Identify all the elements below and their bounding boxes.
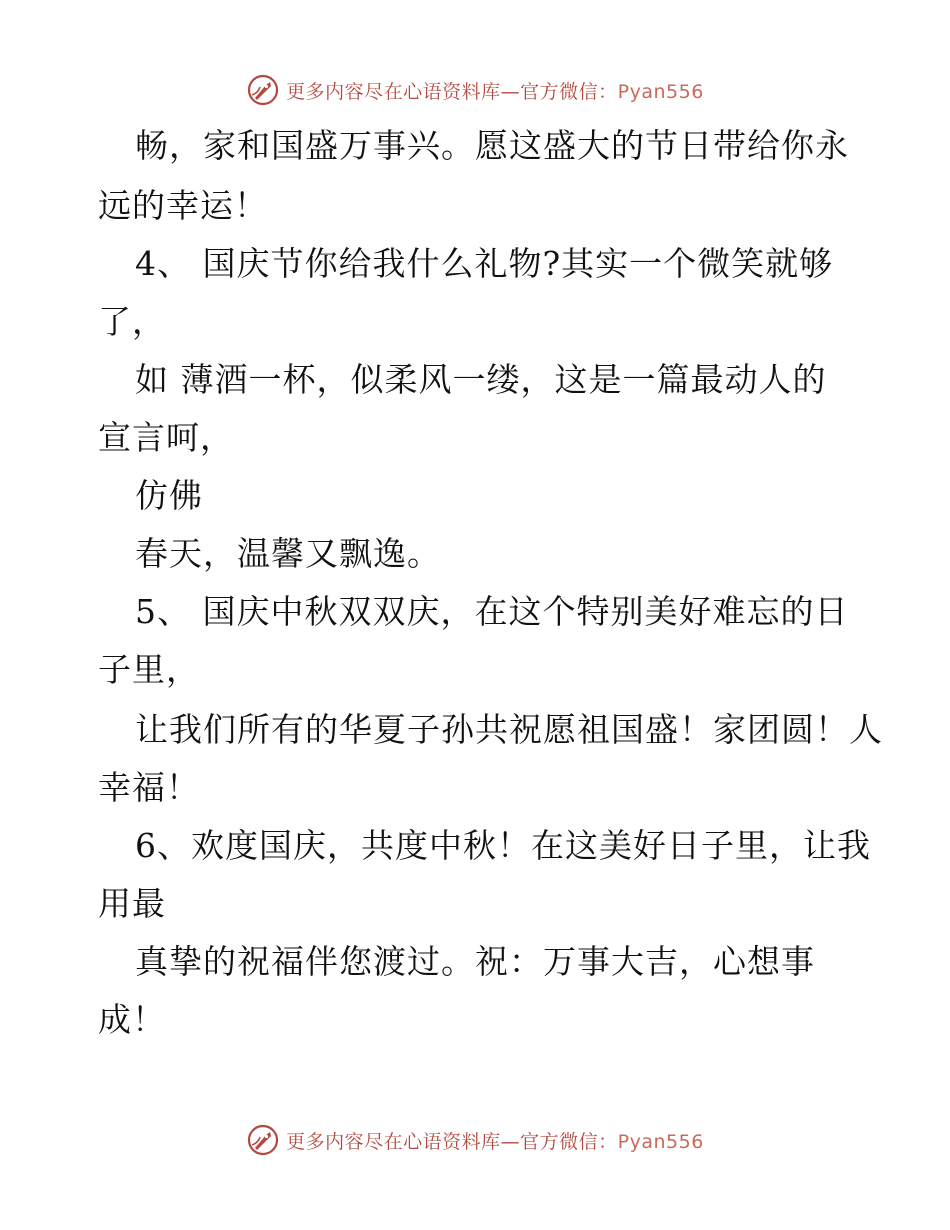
text-line: 畅，家和国盛万事兴。愿这盛大的节日带给你永 [135,126,849,165]
text-line: 让我们所有的华夏子孙共祝愿祖国盛！家团圆！人 [135,710,883,749]
footer-banner [0,1120,950,1160]
text-line: 4、 国庆节你给我什么礼物?其实一个微笑就够 [135,244,834,283]
wechat-account: Pyan556 [617,1130,704,1153]
text-line: 5、 国庆中秋双双庆，在这个特别美好难忘的日 [135,592,849,631]
text-line: 如 薄酒一杯，似柔风一缕，这是一篇最动人的 [135,360,827,399]
text-line: 幸福！ [98,768,200,807]
text-line: 远的幸运！ [98,186,268,225]
text-line: 子里， [98,650,200,689]
pen-nib-logo-icon [246,1123,280,1157]
text-line: 6、欢度国庆，共度中秋！在这美好日子里，让我 [135,826,871,865]
banner-text: 更多内容尽在心语资料库—官方微信：Pyan556 [286,80,704,103]
text-line: 真挚的祝福伴您渡过。祝：万事大吉，心想事 [135,942,815,981]
text-line: 仿佛 [135,476,203,515]
text-line: 用最 [98,884,166,923]
text-line: 成！ [98,1000,166,1039]
text-line: 了， [98,302,166,341]
text-line: 宣言呵， [98,418,234,457]
banner-text: 更多内容尽在心语资料库—官方微信：Pyan556 [286,1130,704,1153]
text-line: 春天，温馨又飘逸。 [135,534,441,573]
wechat-account: Pyan556 [617,80,704,103]
